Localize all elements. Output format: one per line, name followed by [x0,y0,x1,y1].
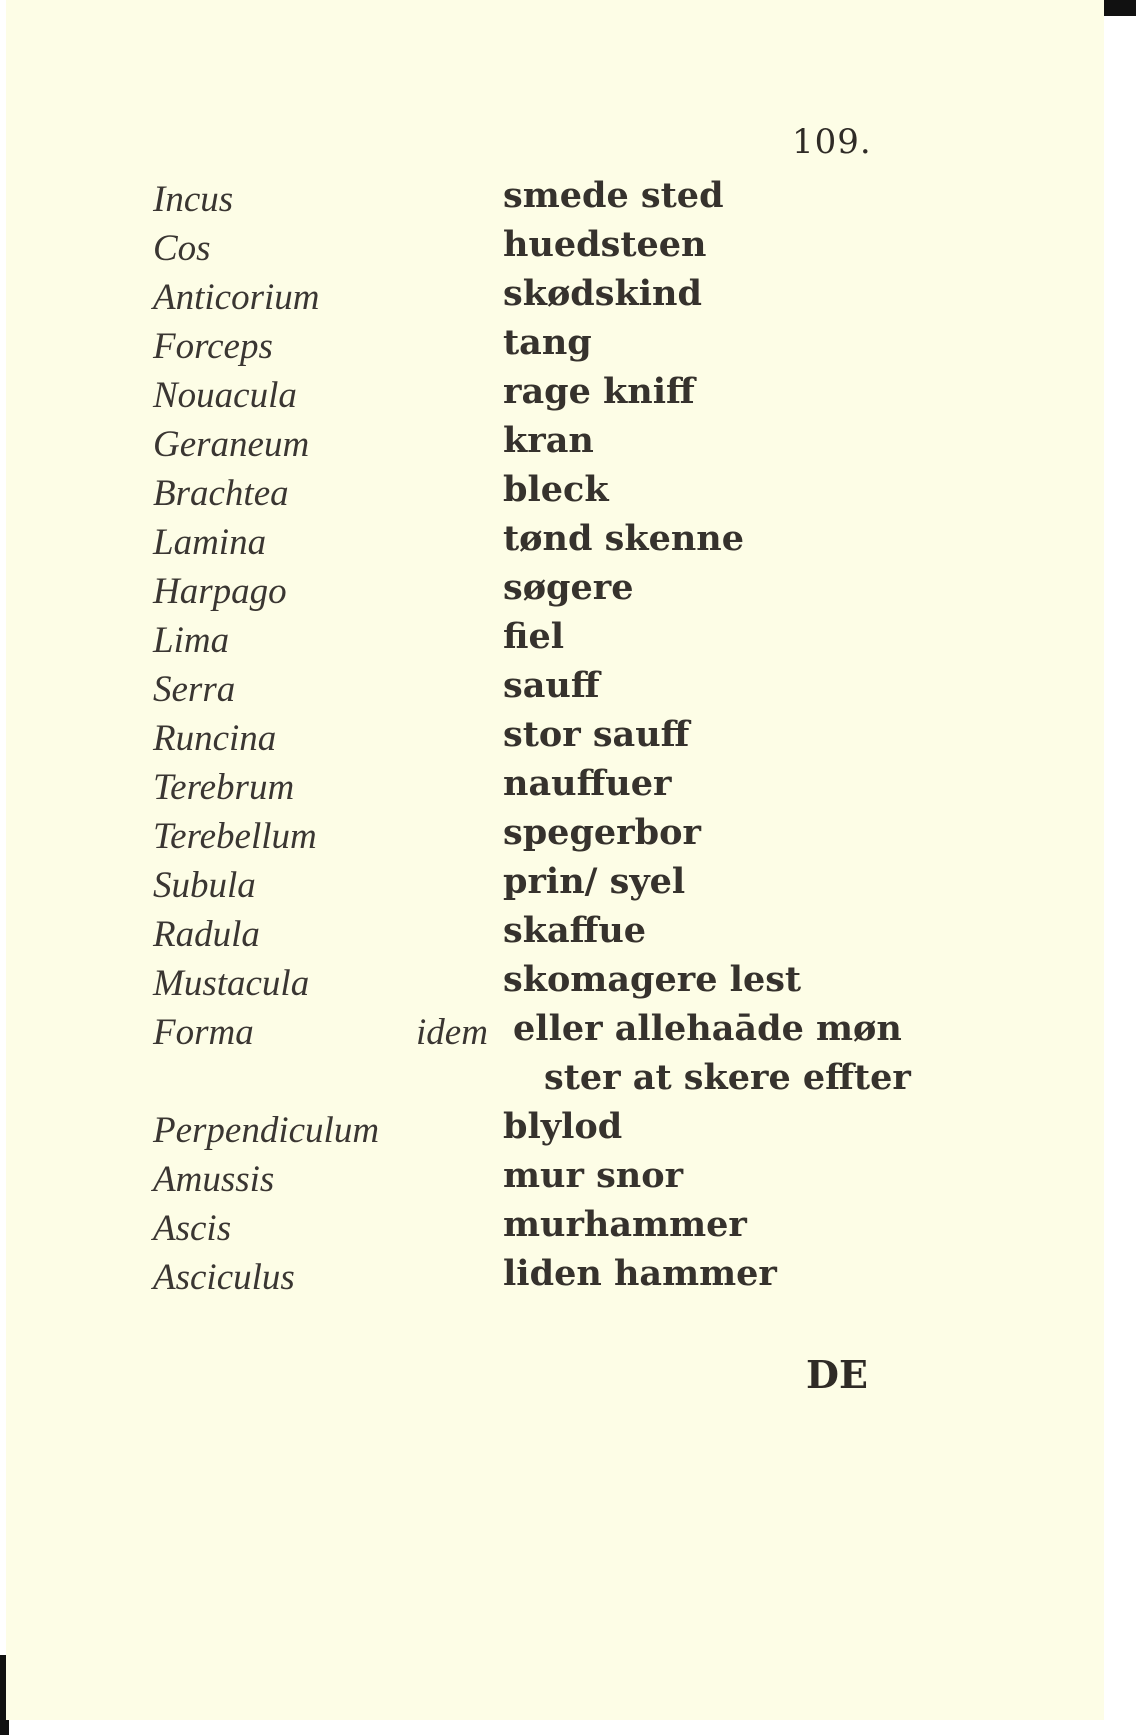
danish-term: blylod [503,1106,623,1147]
latin-term: Terebrum [153,767,295,808]
danish-term-continuation: ster at skere effter [544,1057,911,1098]
latin-term: Forma [153,1012,254,1053]
latin-term: Geraneum [153,424,310,465]
book-page [6,0,1104,1720]
danish-term: smede sted [503,175,724,216]
danish-term: søgere [503,567,634,608]
catchword: DE [806,1352,868,1397]
danish-term: rage kniff [503,371,695,412]
latin-term: Lamina [153,522,267,563]
latin-term: Radula [153,914,260,955]
danish-term: skaffue [503,910,647,951]
danish-term: bleck [503,469,609,510]
latin-term: Cos [153,228,211,269]
danish-term: spegerbor [503,812,701,853]
latin-term: Asciculus [153,1257,295,1298]
danish-term: mur snor [503,1155,684,1196]
danish-term: stor sauff [503,714,690,755]
danish-term: murhammer [503,1204,747,1245]
danish-term: nauffuer [503,763,672,804]
idem-note: idem [416,1012,488,1053]
latin-term: Perpendiculum [153,1110,380,1151]
page-number: 109. [792,122,872,162]
danish-term: prin/ syel [503,861,686,902]
latin-term: Forceps [153,326,273,367]
latin-term: Serra [153,669,236,710]
latin-term: Amussis [153,1159,275,1200]
danish-term: skomagere lest [503,959,802,1000]
latin-term: Subula [153,865,256,906]
latin-term: Ascis [153,1208,232,1249]
danish-term: sauff [503,665,600,706]
latin-term: Incus [153,179,234,220]
latin-term: Nouacula [153,375,297,416]
latin-term: Runcina [153,718,277,759]
latin-term: Mustacula [153,963,310,1004]
danish-term: huedsteen [503,224,707,265]
latin-term: Brachtea [153,473,289,514]
danish-term: kran [503,420,594,461]
danish-term: liden hammer [503,1253,777,1294]
danish-term: tønd skenne [503,518,745,559]
scan-border-right [1104,0,1136,16]
latin-term: Lima [153,620,230,661]
danish-term: eller allehaāde møn [513,1008,902,1049]
latin-term: Terebellum [153,816,317,857]
danish-term: skødskind [503,273,702,314]
latin-term: Harpago [153,571,287,612]
latin-term: Anticorium [153,277,320,318]
danish-term: tang [503,322,592,363]
danish-term: fiel [503,616,565,657]
